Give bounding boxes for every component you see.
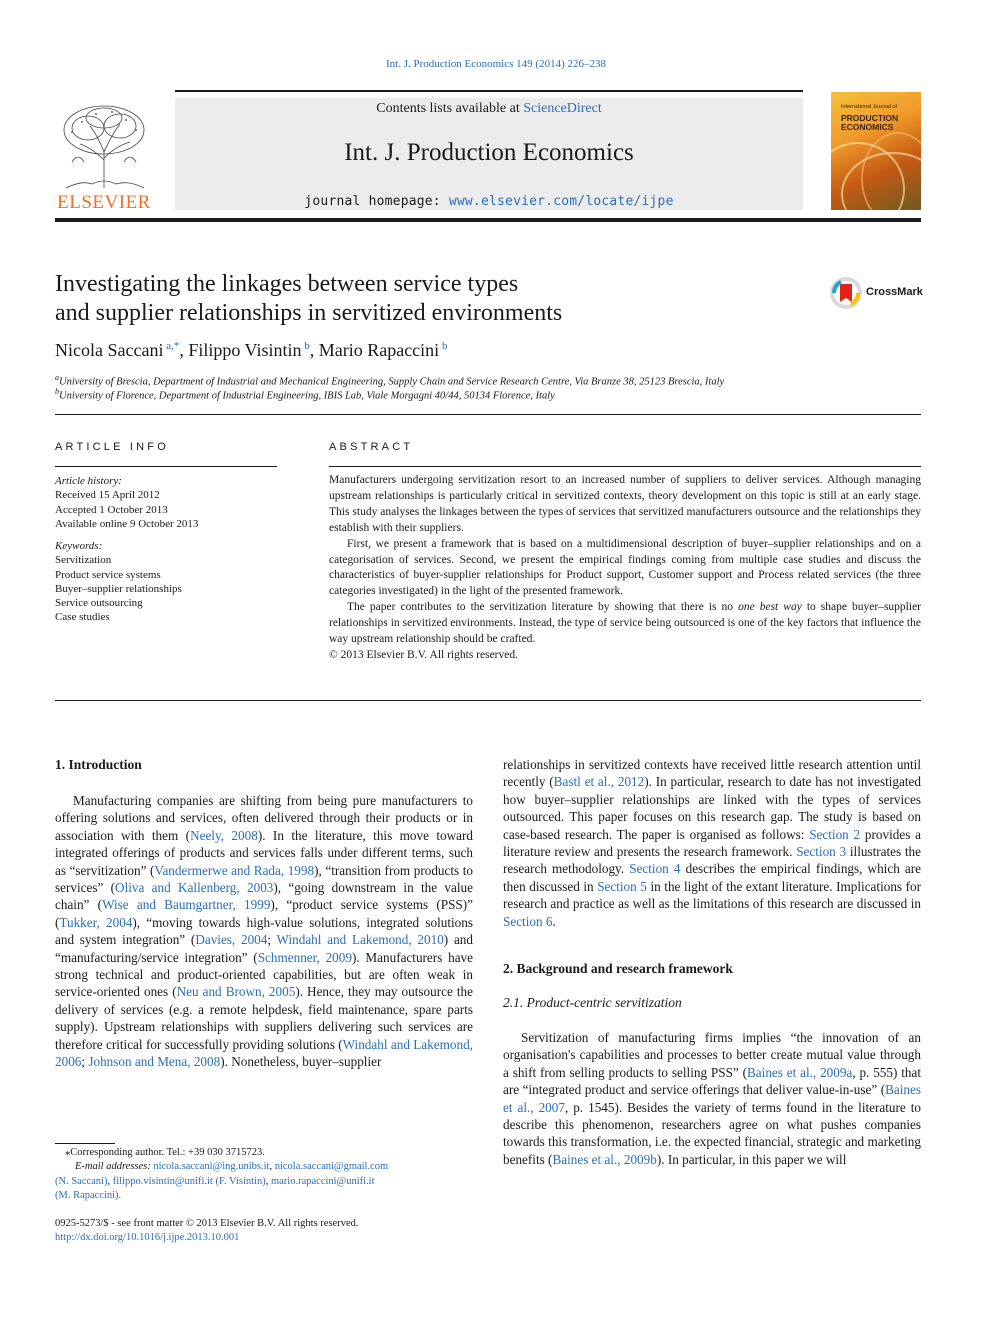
citation-link[interactable]: Johnson and Mena, 2008 (88, 1054, 221, 1070)
author-name[interactable]: Mario Rapaccini (318, 340, 440, 360)
section-2-1-paragraph (503, 1029, 921, 1168)
text-run: Servitization of manufacturing firms implies “the innovation of an organisation's capabilities and processes to better create mutual value through a shift from selling products to selling PSS” ( (503, 1029, 921, 1080)
text-run: ) and “manufacturing/service integration” ( (55, 932, 473, 965)
separator: , (269, 1161, 275, 1173)
text-run: ). Nonetheless, buyer–supplier (220, 1054, 382, 1070)
section-2-heading: 2. Background and research framework (503, 961, 733, 977)
author-separator: , (179, 340, 189, 360)
author-affiliation-marker[interactable]: a,* (163, 340, 180, 352)
text-run: ). Manufacturers have strong technical and product-oriented capabilities, but are often weak in service-oriented ones ( (55, 949, 473, 1000)
contents-line (175, 101, 803, 117)
abstract-p3-emphasis: one best way (738, 601, 802, 614)
text-run: , p. 1545). Besides the variety of terms found in the literature to describe this phenomenon, researchers agree on what pushes companies towards this transformation, i.e. the expected financial, strategic and marketing benefits ( (503, 1099, 921, 1167)
text-run: ). In particular, research to date has not investigated how buyer–supplier relationships are linked with the types of services outsourced. This paper focuses on this research gap. The study is based on case-based research. The paper is organised as follows: (503, 774, 921, 842)
citation-link[interactable]: Wise and Baumgartner, 1999 (102, 897, 271, 913)
email-label: E-mail addresses: (75, 1161, 154, 1173)
text-run: ). In particular, in this paper we will (656, 1151, 847, 1167)
history-received: Received 15 April 2012 (55, 489, 160, 502)
abstract-paragraph-2: First, we present a framework that is based on a multidimensional description of buyer–supplier relationships and on a categorisation of services. Second, we present the empirical findings coming from multiple case studies and discuss the characteristics of buyer-supplier relationships for Product support, Customer support and Process related services (the three categories investigated) in the light of the presented framework. (329, 537, 921, 598)
text-run: ), “transition from products to services” ( (55, 862, 473, 896)
text-run: provides a literature review and presents the research framework. (503, 826, 921, 860)
citation-link[interactable]: Vandermerwe and Rada, 1998 (154, 862, 315, 878)
history-accepted: Accepted 1 October 2013 (55, 503, 168, 516)
section-2-1-heading: 2.1. Product-centric servitization (503, 995, 682, 1011)
journal-title: Int. J. Production Economics (344, 139, 634, 166)
separator: , (265, 1175, 271, 1187)
crossmark-label: CrossMark (866, 286, 923, 298)
masthead-top-rule (175, 90, 803, 92)
text-run: describes the empirical findings, which are then discussed in (503, 861, 922, 894)
text-run: ). Hence, they may outsource the delivery of services (e.g. a remote helpdesk, field maintenance, spare parts supply). Upstream relationships with suppliers delivering such services are therefore critical for successfully providing solutions ( (55, 984, 473, 1052)
keyword-item: Buyer–supplier relationships (55, 582, 182, 595)
abstract-paragraph-1: Manufacturers undergoing servitization resort to an increased number of suppliers to deliver services. Although managing upstream relationships is particularly critical in servitized contexts, theory development on this topic is still at an early stage. This study analyses the linkages between the types of services that servitized manufacturers outsource and the relationships they establish with their suppliers. (329, 474, 921, 534)
email-link[interactable]: nicola.saccani@gmail.com (274, 1161, 389, 1173)
citation-link[interactable]: Schmenner, 2009 (257, 949, 352, 965)
affiliation-a-marker: a (55, 373, 59, 382)
keywords-label: Keywords: (55, 540, 103, 552)
text-run: ), “going downstream in the value chain” ( (55, 880, 473, 913)
intro-paragraph-continued (503, 756, 921, 930)
text-run: . (552, 913, 556, 929)
title-line-1: Investigating the linkages between service types (55, 271, 519, 297)
text-run: , p. 555) that are “integrated product and service offerings that deliver value-in-use” ( (503, 1064, 922, 1098)
footnotes (55, 1146, 473, 1245)
email-line (55, 1175, 473, 1189)
citation-link[interactable]: Baines et al., 2009a (747, 1064, 853, 1080)
author-list (55, 340, 447, 361)
intro-column (55, 792, 473, 1071)
author-ref[interactable]: (M. Rapaccini). (55, 1190, 122, 1202)
keywords-block (55, 539, 277, 625)
keyword-item: Product service systems (55, 568, 161, 581)
issn-line: 0925-5273/$ - see front matter © 2013 Elsevier B.V. All rights reserved. (55, 1217, 359, 1229)
cover-title-line2: ECONOMICS (841, 122, 894, 132)
author-affiliation-marker[interactable]: b (439, 340, 448, 352)
footnote-rule (55, 1143, 115, 1144)
article-info-rule (55, 466, 277, 467)
author-ref[interactable]: (F. Visintin) (212, 1175, 266, 1187)
cover-title (841, 114, 898, 132)
citation-link[interactable]: Neu and Brown, 2005 (176, 984, 296, 1000)
text-run: relationships in servitized contexts have received little research attention until recently ( (503, 757, 921, 790)
affiliation-b-text: University of Florence, Department of Industrial Engineering, IBIS Lab, Viale Morgagni 40/44, 50134 Florence, Italy (59, 390, 555, 402)
author-ref[interactable]: (N. Saccani) (55, 1175, 108, 1187)
author-name[interactable]: Nicola Saccani (55, 340, 164, 360)
abstract-bottom-rule (55, 700, 921, 701)
abstract-copyright: © 2013 Elsevier B.V. All rights reserved. (329, 648, 518, 661)
corresponding-author-note: ⁎Corresponding author. Tel.: +39 030 3715723. (65, 1147, 265, 1158)
homepage-link[interactable]: www.elsevier.com/locate/ijpe (448, 194, 674, 209)
author-affiliation-marker[interactable]: b (301, 340, 310, 352)
abstract-p3-b: to shape buyer–supplier relationships in servitized environments. Instead, the type of service being outsourced is one of the key factors that influence the way upstream relationship should be crafted. (329, 601, 922, 646)
section-link[interactable]: Section 3 (796, 844, 847, 860)
intro-paragraph (55, 792, 473, 1071)
citation-link[interactable]: Windahl and Lakemond, 2010 (276, 932, 444, 948)
citation-link[interactable]: Baines et al., 2007 (503, 1082, 921, 1115)
section-link[interactable]: Section 4 (629, 861, 681, 877)
text-run: illustrates the research methodology. (503, 844, 922, 877)
section-link[interactable]: Section 5 (597, 878, 647, 894)
cover-title-line1: PRODUCTION (841, 113, 899, 123)
affiliation-a (55, 373, 921, 388)
text-run: ). In the literature, this move toward integrated offerings of products and services falls under different terms, such as “servitization” ( (55, 827, 473, 878)
affiliation-b-marker: b (55, 387, 59, 396)
contents-prefix: Contents lists available at (376, 101, 524, 116)
section-link[interactable]: Section 2 (809, 826, 861, 842)
journal-cover-image (831, 92, 921, 210)
header-rule (55, 218, 921, 222)
text-run: ), “product service systems (PSS)” ( (55, 897, 473, 930)
doi-link[interactable]: http://dx.doi.org/10.1016/j.ijpe.2013.10.001 (55, 1232, 240, 1244)
citation-link[interactable]: Davies, 2004 (195, 932, 268, 948)
email-link[interactable]: filippo.visintin@unifi.it (112, 1175, 213, 1187)
email-line (55, 1160, 473, 1174)
history-online: Available online 9 October 2013 (55, 517, 199, 530)
email-link[interactable]: mario.rapaccini@unifi.it (270, 1175, 375, 1187)
affiliation-rule (55, 414, 921, 415)
text-run: ), “moving towards high-value solutions, integrated solutions and system integration” ( (55, 914, 473, 948)
elsevier-wordmark: ELSEVIER (57, 192, 151, 213)
author-name[interactable]: Filippo Visintin (188, 340, 302, 360)
abstract-body (329, 473, 921, 664)
abstract-heading: ABSTRACT (329, 441, 414, 453)
abstract-p3-a: The paper contributes to the servitization literature by showing that there is no (347, 601, 739, 614)
citation-link[interactable]: Tukker, 2004 (59, 914, 133, 930)
keyword-item: Case studies (55, 611, 110, 624)
text-run: Manufacturing companies are shifting from being pure manufacturers to offering solutions and services, often delivered through their products or in association with them ( (55, 793, 473, 843)
section-link[interactable]: Section 6 (503, 913, 553, 929)
sciencedirect-link[interactable]: ScienceDirect (523, 101, 602, 116)
article-history (55, 474, 277, 531)
citation-link[interactable]: Neely, 2008 (190, 827, 258, 843)
abstract-rule (329, 466, 921, 467)
affiliation-a-text: University of Brescia, Department of Industrial and Mechanical Engineering, Supply Chain and Service Research Centre, Via Branze 38, 25123 Brescia, Italy (59, 376, 725, 388)
cover-subtitle: International Journal of (841, 104, 897, 110)
citation-link[interactable]: Windahl and Lakemond, 2006 (55, 1036, 473, 1070)
keyword-item: Service outsourcing (55, 597, 143, 610)
text-run: ; (81, 1054, 89, 1070)
journal-homepage (175, 194, 803, 209)
title-line-2: and supplier relationships in servitized environments (55, 300, 563, 326)
citation-link[interactable]: Baines et al., 2009b (552, 1151, 657, 1167)
email-link[interactable]: nicola.saccani@ing.unibs.it (153, 1161, 270, 1173)
text-run: in the light of the extant literature. Implications for research and practice as well as the limitations of this research are discussed in (503, 878, 921, 912)
citation-link[interactable]: Oliva and Kallenberg, 2003 (115, 880, 274, 896)
separator: , (107, 1175, 113, 1187)
homepage-prefix: journal homepage: (304, 194, 449, 209)
abstract-paragraph-3 (329, 600, 921, 648)
journal-citation-link[interactable]: Int. J. Production Economics 149 (2014) 226–238 (386, 58, 606, 70)
section-1-heading: 1. Introduction (55, 757, 142, 772)
right-column (503, 756, 921, 1168)
keyword-item: Servitization (55, 554, 112, 567)
history-label: Article history: (55, 475, 122, 487)
article-info-heading: ARTICLE INFO (55, 441, 169, 453)
crossmark-icon (829, 276, 863, 310)
author-separator: , (309, 340, 319, 360)
text-run: ; (267, 932, 277, 948)
citation-link[interactable]: Bastl et al., 2012 (553, 774, 645, 790)
article-title (55, 270, 775, 328)
affiliation-b (55, 387, 921, 402)
